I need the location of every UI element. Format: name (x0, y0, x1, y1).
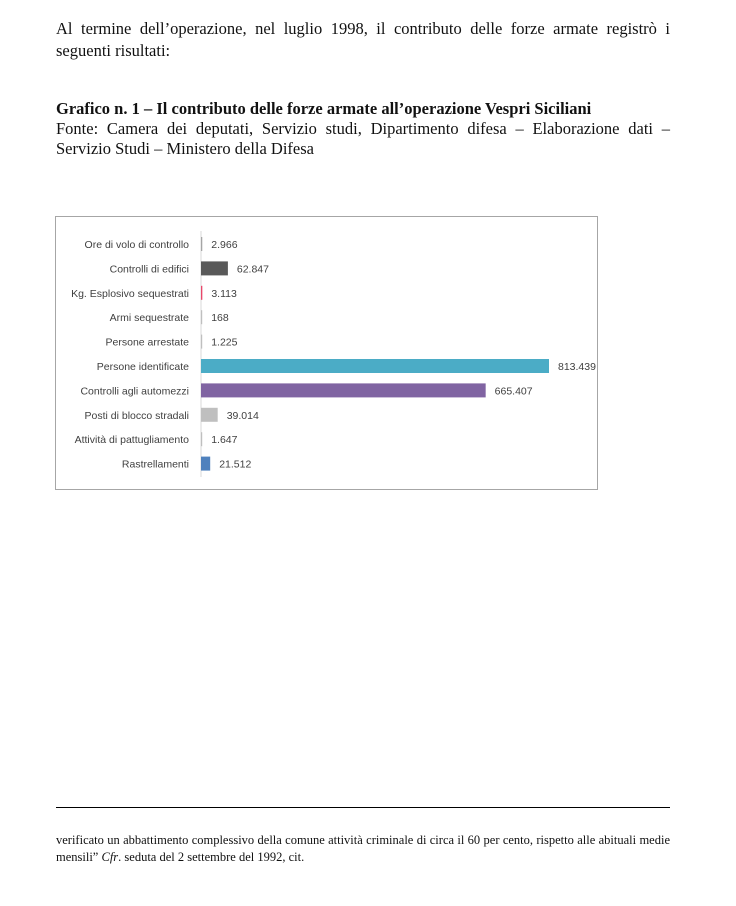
intro-paragraph: Al termine dell’operazione, nel luglio 1998, il contributo delle forze armate registrò i seguenti risultati: (56, 19, 670, 60)
value-label: 3.113 (211, 287, 237, 300)
bar (201, 457, 210, 471)
category-label: Persone arrestate (105, 336, 189, 349)
value-label: 21.512 (219, 458, 252, 471)
value-label: 168 (211, 312, 229, 325)
category-label: Attività di pattugliamento (74, 434, 189, 447)
bar (201, 286, 202, 300)
category-label: Ore di volo di controllo (84, 239, 189, 251)
bar (201, 237, 202, 251)
bar (201, 310, 202, 324)
value-label: 813.439 (558, 361, 596, 373)
chart-heading: Grafico n. 1 – Il contributo delle forze armate all’operazione Vespri Siciliani (56, 99, 592, 118)
bar (201, 383, 486, 397)
value-label: 1.225 (211, 336, 238, 349)
footnote-text-before: verificato un abbattimento complessivo della comune attività criminale di circa il 60 per cento, rispetto alle abituali medie mensili” (56, 833, 670, 864)
value-label: 1.647 (211, 434, 238, 447)
bar (201, 432, 202, 446)
footnote (56, 832, 670, 866)
value-label: 39.014 (226, 409, 259, 422)
bar (201, 261, 228, 275)
category-label: Posti di blocco stradali (84, 409, 189, 422)
chart-frame (55, 216, 598, 490)
value-label: 62.847 (236, 263, 270, 276)
bar (201, 335, 202, 349)
footnote-text-after: . seduta del 2 settembre del 1992, cit. (118, 850, 305, 864)
category-label: Armi sequestrate (109, 312, 189, 325)
source-note: Fonte: Camera dei deputati, Servizio studi, Dipartimento difesa – Elaborazione dati – Servizio Studi – Ministero della Difesa (56, 119, 670, 158)
bar (201, 408, 218, 422)
value-label: 2.966 (211, 239, 238, 251)
category-label: Persone identificate (96, 361, 189, 373)
category-label: Controlli di edifici (109, 263, 189, 276)
category-label: Kg. Esplosivo sequestrati (71, 287, 189, 300)
bar (201, 359, 549, 373)
bar-chart (56, 217, 599, 491)
category-label: Rastrellamenti (121, 458, 189, 471)
value-label: 665.407 (494, 385, 533, 398)
category-label: Controlli agli automezzi (80, 385, 189, 398)
footnote-cfr: Cfr (101, 850, 119, 864)
footnote-separator (56, 807, 670, 808)
